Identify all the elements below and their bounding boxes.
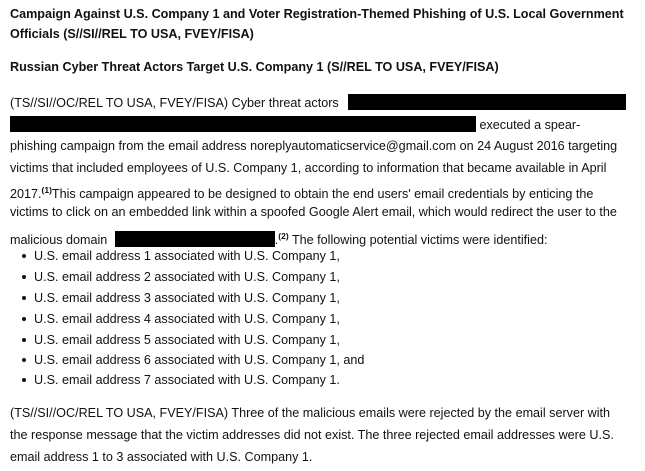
para1-line-5 <box>10 182 593 202</box>
para1-text: . <box>274 233 279 247</box>
footnote-ref-2: (2) <box>278 231 289 241</box>
para1-line-7 <box>10 228 547 248</box>
para2-line-1: (TS//SI//OC/REL TO USA, FVEY/FISA) Three of the malicious emails were rejected by the email server with <box>10 406 611 420</box>
para1-line-1 <box>10 94 626 111</box>
title-line-1: Campaign Against U.S. Company 1 and Voter Registration-Themed Phishing of U.S. Local Government <box>10 7 624 21</box>
para1-line-4: victims that included employees of U.S. Company 1, according to information that became available in April <box>10 161 607 175</box>
bullet-icon <box>22 378 26 382</box>
document-page: Campaign Against U.S. Company 1 and Voter Registration-Themed Phishing of U.S. Local Government Officials (S//SI//REL TO USA, FVEY/FISA) Russian Cyber Threat Actors Target U.S. Company 1 (S//REL TO USA, FVEY/FISA) (TS//SI//OC/REL TO USA, FVEY/FISA) Cyber threat actors executed a spear- phishing campaign from the email address noreplyautomaticservice@gmail.com on 24 August 2016 targeting victims that included employees of U.S. Company 1, according to information that became available in April 2017.$^{(1)}$This campaign appeared to be designed to obtain the end users' email credentials by enticing the victims to click on an embedded link within a spoofed Google Alert email, which would redirect the user to the malicious domain .$^{(2)}$ The following potential victims were identified: U.S. email address 1 associated with U.S. Company 1, U.S. email address 2 associated with U.S. Company 1, U.S. email address 3 associated with U.S. Company 1, U.S. email address 4 associated with U.S. Company 1, U.S. email address 5 associated with U.S. Company 1, U.S. email address 6 associated with U.S. Company 1, and U.S. email address 7 associated with U.S. Company 1. (TS//SI//OC/REL TO USA, FVEY/FISA) Three of the malicious emails were rejected by the email server with the response message that the victim addresses did not exist. The three rejected email addresses were U.S. email address 1 to 3 associated with U.S. Company 1. <box>0 0 645 471</box>
para1-text: executed a spear- <box>479 118 581 132</box>
para1-line-3: phishing campaign from the email address noreplyautomaticservice@gmail.com on 24 August 2016 targeting <box>10 139 618 153</box>
para1-text: malicious domain <box>10 233 108 247</box>
para2-line-2: the response message that the victim addresses did not exist. The three rejected email addresses were U.S. <box>10 428 614 442</box>
redaction-bar <box>10 116 476 132</box>
para1-line-2 <box>10 116 580 133</box>
bullet-icon <box>22 317 26 321</box>
redaction-bar <box>115 231 275 247</box>
para1-text: The following potential victims were identified: <box>288 233 548 247</box>
footnote-ref-1: (1) <box>41 185 52 195</box>
para1-text: 2017. <box>10 187 42 201</box>
para1-text: (TS//SI//OC/REL TO USA, FVEY/FISA) Cyber threat actors <box>10 96 339 110</box>
bullet-icon <box>22 254 26 258</box>
title-line-2: Officials (S//SI//REL TO USA, FVEY/FISA) <box>10 27 254 41</box>
para2-line-3: email address 1 to 3 associated with U.S. Company 1. <box>10 450 313 464</box>
para1-line-6: victims to click on an embedded link within a spoofed Google Alert email, which would redirect the user to the <box>10 205 617 219</box>
subtitle: Russian Cyber Threat Actors Target U.S. Company 1 (S//REL TO USA, FVEY/FISA) <box>10 60 499 74</box>
bullet-icon <box>22 275 26 279</box>
redaction-bar <box>348 94 626 110</box>
bullet-icon <box>22 358 26 362</box>
bullet-icon <box>22 338 26 342</box>
bullet-icon <box>22 296 26 300</box>
para1-text: This campaign appeared to be designed to obtain the end users' email credentials by enticing the <box>51 187 594 201</box>
